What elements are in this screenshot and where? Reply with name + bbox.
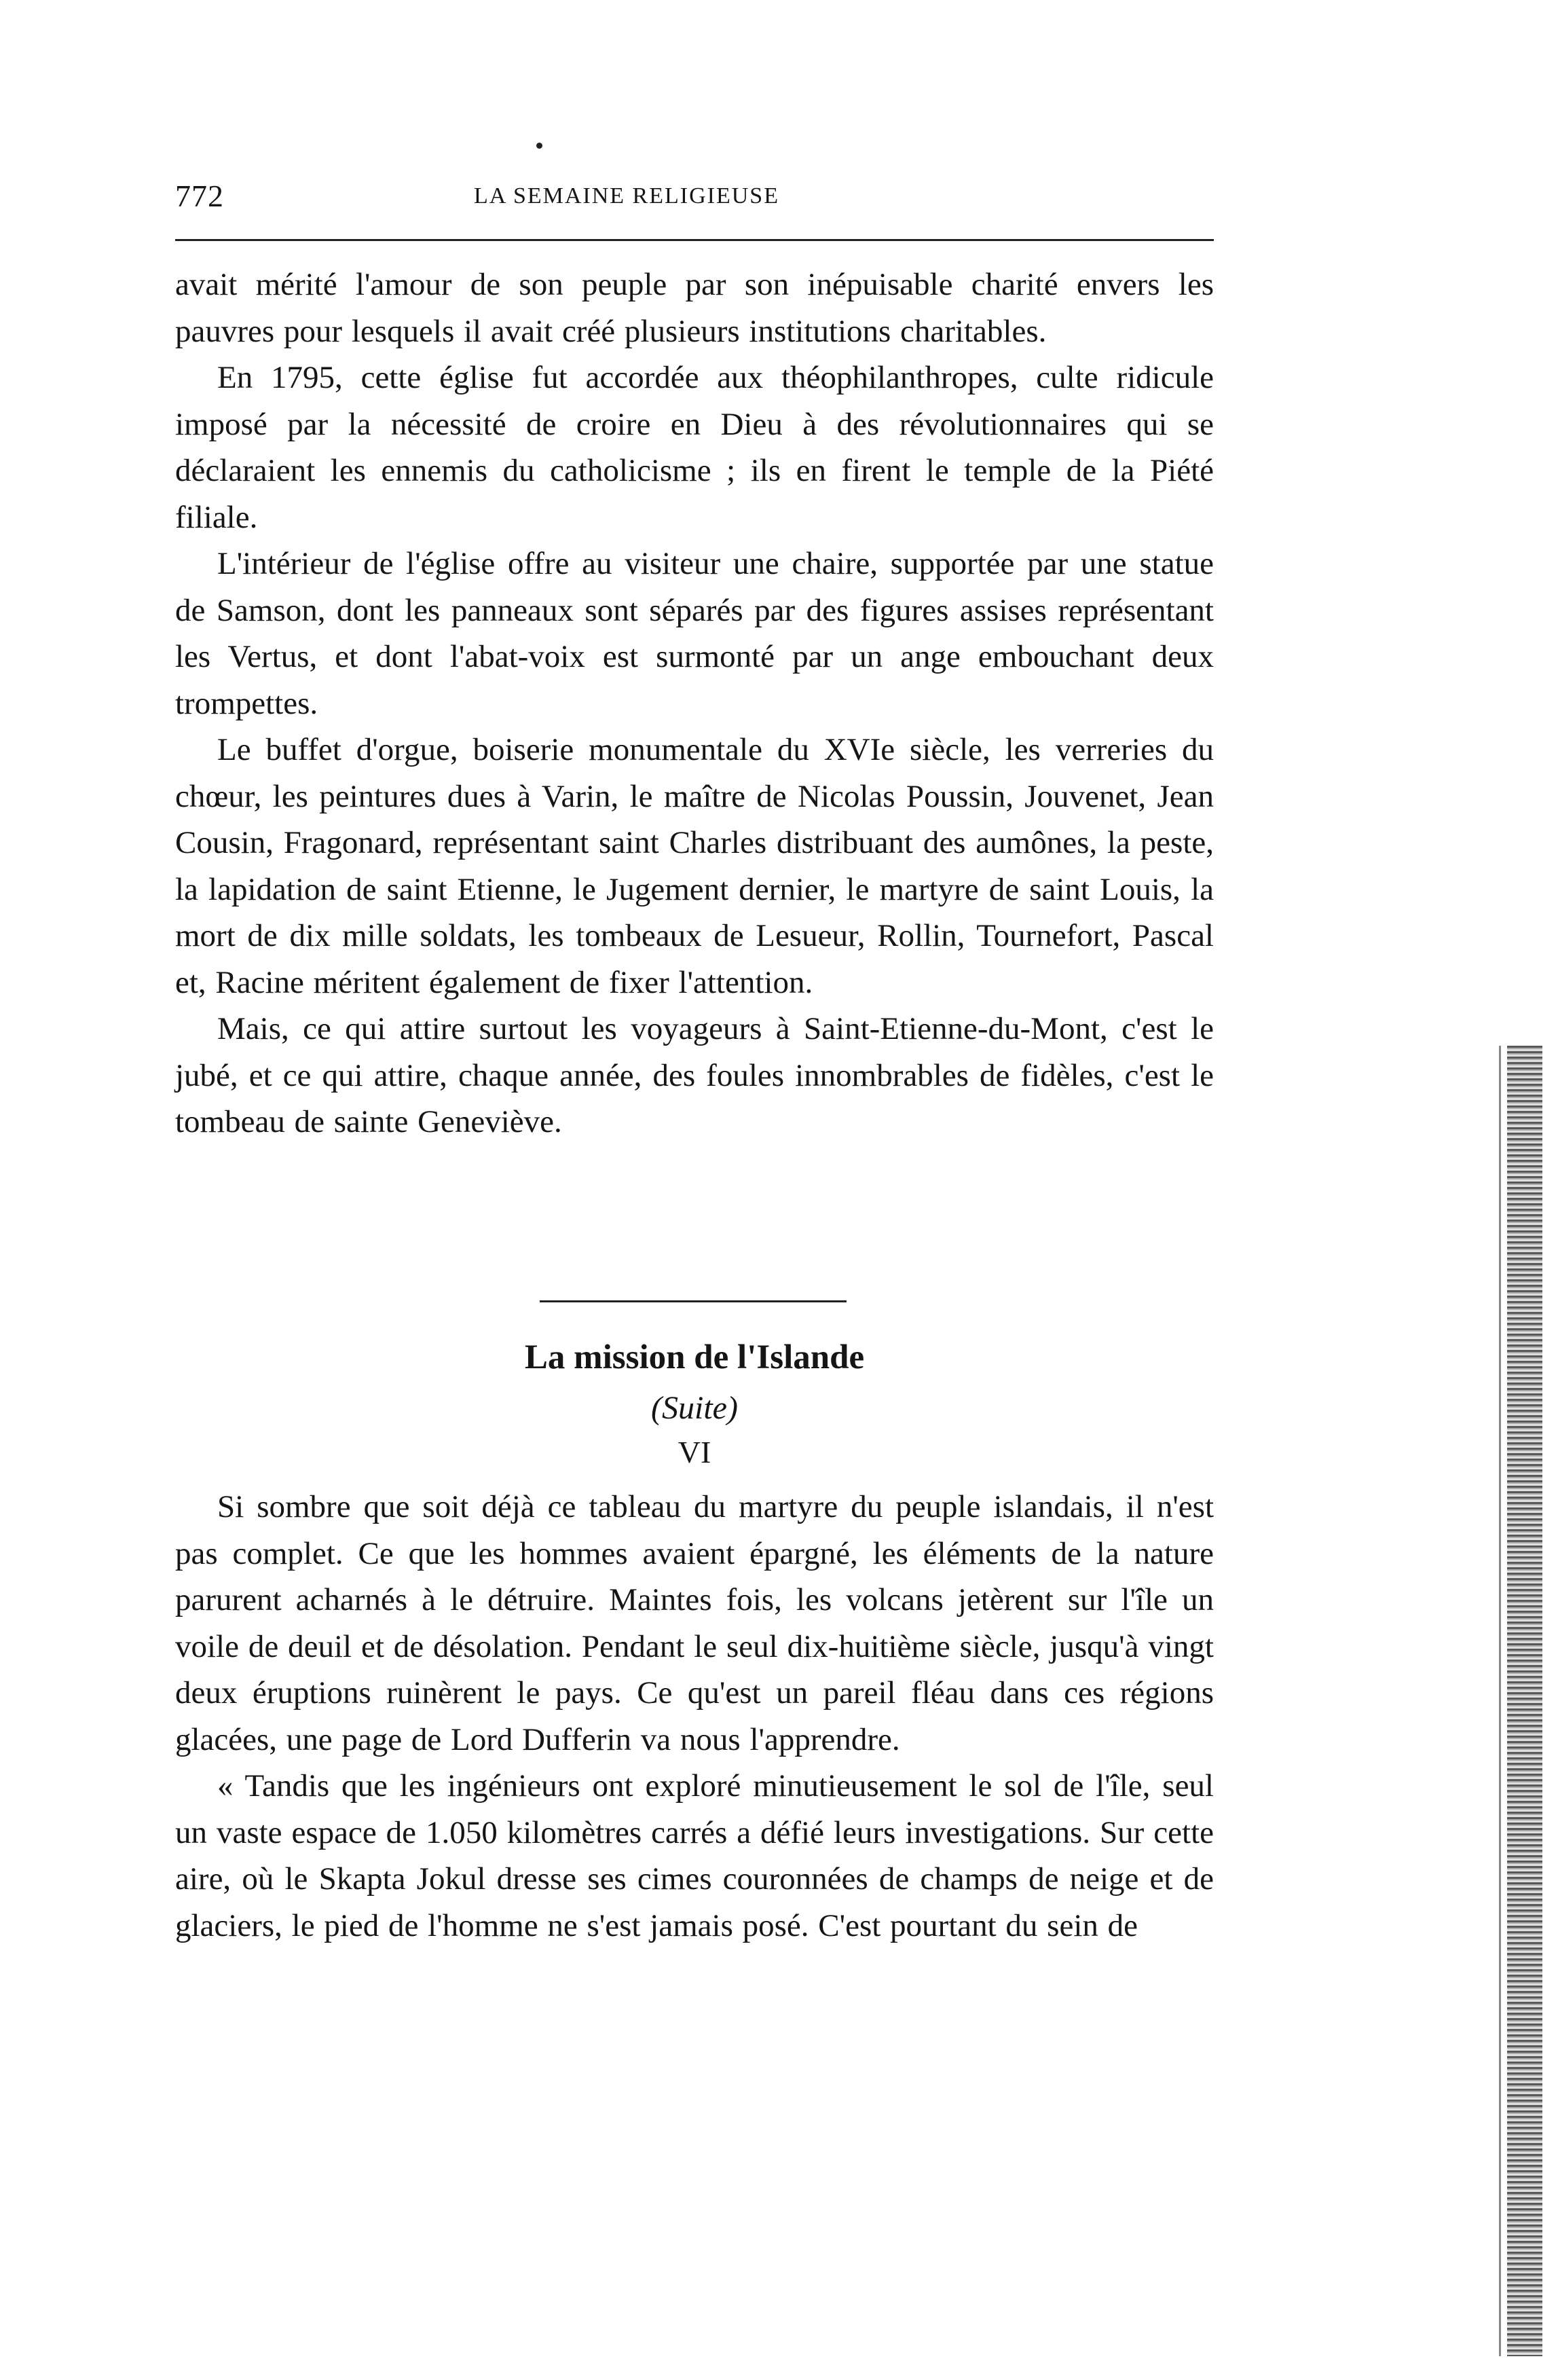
section-body: [175, 1484, 1214, 1949]
page-number: 772: [175, 179, 224, 213]
paragraph: En 1795, cette église fut accordée aux théophilanthropes, culte ridicule imposé par la nécessité de croire en Dieu à des révolutionnaires qui se déclaraient les ennemis du catholicisme ; ils en firent le temple de la Piété filiale.: [175, 360, 1214, 535]
paragraph: Mais, ce qui attire surtout les voyageurs à Saint-Etienne-du-Mont, c'est le jubé, et ce qui attire, chaque année, des foules innombrables de fidèles, c'est le tombeau de sainte Geneviève.: [175, 1011, 1214, 1139]
paragraph: L'intérieur de l'église offre au visiteur une chaire, supportée par une statue de Samson, dont les panneaux sont séparés par des figures assises représentant les Vertus, et dont l'abat-voix est surmonté par un ange embouchant deux trompettes.: [175, 546, 1214, 721]
paragraph: Si sombre que soit déjà ce tableau du martyre du peuple islandais, il n'est pas complet. Ce que les hommes avaient épargné, les éléments de la nature parurent acharnés à le détruire. Maintes fois, les volcans jetèrent sur l'île un voile de deuil et de désolation. Pendant le seul dix-huitième siècle, jusqu'à vingt deux éruptions ruinèrent le pays. Ce qu'est un pareil fléau dans ces régions glacées, une page de Lord Dufferin va nous l'apprendre.: [175, 1489, 1214, 1757]
journal-title: LA SEMAINE RELIGIEUSE: [474, 183, 779, 208]
chapter-numeral: VI: [678, 1435, 711, 1469]
running-header: [175, 178, 1214, 219]
header-rule: [175, 239, 1214, 241]
section-subtitle: (Suite): [651, 1390, 738, 1426]
section-title: La mission de l'Islande: [524, 1338, 865, 1376]
paragraph: « Tandis que les ingénieurs ont exploré minutieusement le sol de l'île, seul un vaste espace de 1.050 kilomètres carrés a défié leurs investigations. Sur cette aire, où le Skapta Jokul dresse ses cimes couronnées de champs de neige et de glaciers, le pied de l'homme ne s'est jamais posé. C'est pourtant du sein de: [175, 1768, 1214, 1943]
section-divider: [540, 1300, 847, 1302]
scan-edge-line: [1499, 1046, 1501, 2356]
paragraph: avait mérité l'amour de son peuple par son inépuisable charité envers les pauvres pour lesquels il avait créé plusieurs institutions charitables.: [175, 267, 1214, 349]
binding-shadow: [1507, 1046, 1542, 2356]
scan-speck: [536, 143, 542, 149]
paragraph: Le buffet d'orgue, boiserie monumentale du XVIe siècle, les verreries du chœur, les peintures dues à Varin, le maître de Nicolas Poussin, Jouvenet, Jean Cousin, Fragonard, représentant saint Charles distribuant des aumônes, la peste, la lapidation de saint Etienne, le Jugement dernier, le martyre de saint Louis, la mort de dix mille soldats, les tombeaux de Lesueur, Rollin, Tournefort, Pascal et, Racine méritent également de fixer l'attention.: [175, 732, 1214, 1000]
article-continuation: [175, 261, 1214, 1146]
